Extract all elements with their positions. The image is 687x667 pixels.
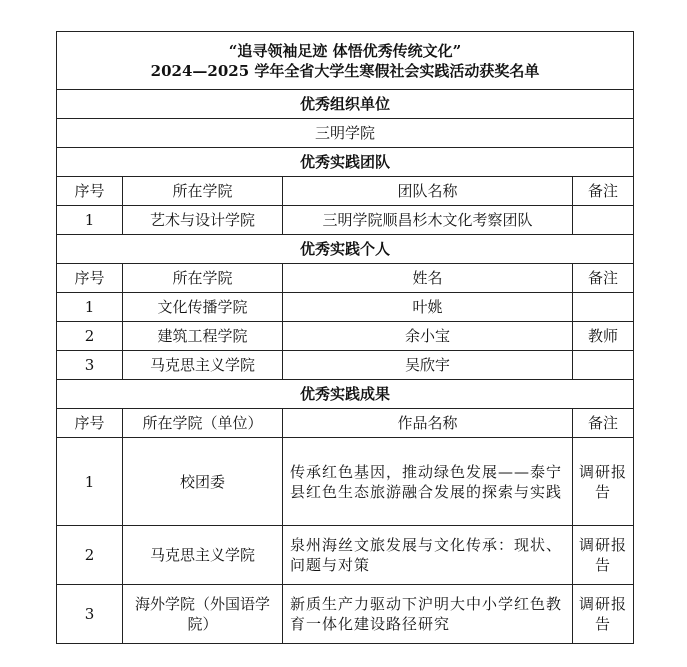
col-header-college-unit: 所在学院（单位） — [123, 409, 283, 438]
row-work-name: 泉州海丝文旅发展与文化传承：现状、问题与对策 — [283, 526, 573, 585]
table-title — [57, 32, 634, 90]
col-header-no: 序号 — [57, 177, 123, 206]
section-heading-achievements: 优秀实践成果 — [57, 380, 634, 409]
col-header-note: 备注 — [573, 409, 634, 438]
col-header-work-name: 作品名称 — [283, 409, 573, 438]
row-college: 马克思主义学院 — [123, 351, 283, 380]
row-note: 调研报告 — [573, 438, 634, 526]
table-row — [57, 206, 634, 235]
row-no: 1 — [57, 206, 123, 235]
section-row-teams — [57, 148, 634, 177]
row-college: 艺术与设计学院 — [123, 206, 283, 235]
row-person-name: 余小宝 — [283, 322, 573, 351]
row-person-name: 叶姚 — [283, 293, 573, 322]
row-note: 调研报告 — [573, 585, 634, 644]
row-note — [573, 351, 634, 380]
title-line-2: 2024—2025 学年全省大学生寒假社会实践活动获奖名单 — [150, 61, 540, 80]
row-no: 1 — [57, 293, 123, 322]
org-name: 三明学院 — [57, 119, 634, 148]
row-college: 文化传播学院 — [123, 293, 283, 322]
row-no: 2 — [57, 526, 123, 585]
row-college: 建筑工程学院 — [123, 322, 283, 351]
row-college: 校团委 — [123, 438, 283, 526]
row-no: 2 — [57, 322, 123, 351]
org-row — [57, 119, 634, 148]
row-person-name: 吴欣宇 — [283, 351, 573, 380]
title-line-1: “追寻领袖足迹 体悟优秀传统文化” — [228, 41, 462, 60]
section-row-org — [57, 90, 634, 119]
col-header-no: 序号 — [57, 264, 123, 293]
col-header-person-name: 姓名 — [283, 264, 573, 293]
row-work-name: 传承红色基因，推动绿色发展——泰宁县红色生态旅游融合发展的探索与实践 — [283, 438, 573, 526]
row-no: 1 — [57, 438, 123, 526]
col-header-note: 备注 — [573, 177, 634, 206]
row-note — [573, 206, 634, 235]
section-heading-individuals: 优秀实践个人 — [57, 235, 634, 264]
section-row-achievements — [57, 380, 634, 409]
row-college: 海外学院（外国语学院） — [123, 585, 283, 644]
table-row — [57, 351, 634, 380]
col-header-no: 序号 — [57, 409, 123, 438]
achievements-header-row — [57, 409, 634, 438]
teams-header-row — [57, 177, 634, 206]
individuals-header-row — [57, 264, 634, 293]
row-note — [573, 293, 634, 322]
row-note: 调研报告 — [573, 526, 634, 585]
col-header-college: 所在学院 — [123, 177, 283, 206]
table-row — [57, 438, 634, 526]
col-header-note: 备注 — [573, 264, 634, 293]
section-heading-teams: 优秀实践团队 — [57, 148, 634, 177]
col-header-team-name: 团队名称 — [283, 177, 573, 206]
col-header-college: 所在学院 — [123, 264, 283, 293]
section-row-individuals — [57, 235, 634, 264]
table-row — [57, 322, 634, 351]
table-row — [57, 293, 634, 322]
table-row — [57, 526, 634, 585]
row-work-name: 新质生产力驱动下沪明大中小学红色教育一体化建设路径研究 — [283, 585, 573, 644]
row-no: 3 — [57, 585, 123, 644]
row-note: 教师 — [573, 322, 634, 351]
table-row — [57, 585, 634, 644]
row-team-name: 三明学院顺昌杉木文化考察团队 — [283, 206, 573, 235]
section-heading-org: 优秀组织单位 — [57, 90, 634, 119]
award-list-table — [56, 31, 634, 644]
row-college: 马克思主义学院 — [123, 526, 283, 585]
row-no: 3 — [57, 351, 123, 380]
title-row — [57, 32, 634, 90]
